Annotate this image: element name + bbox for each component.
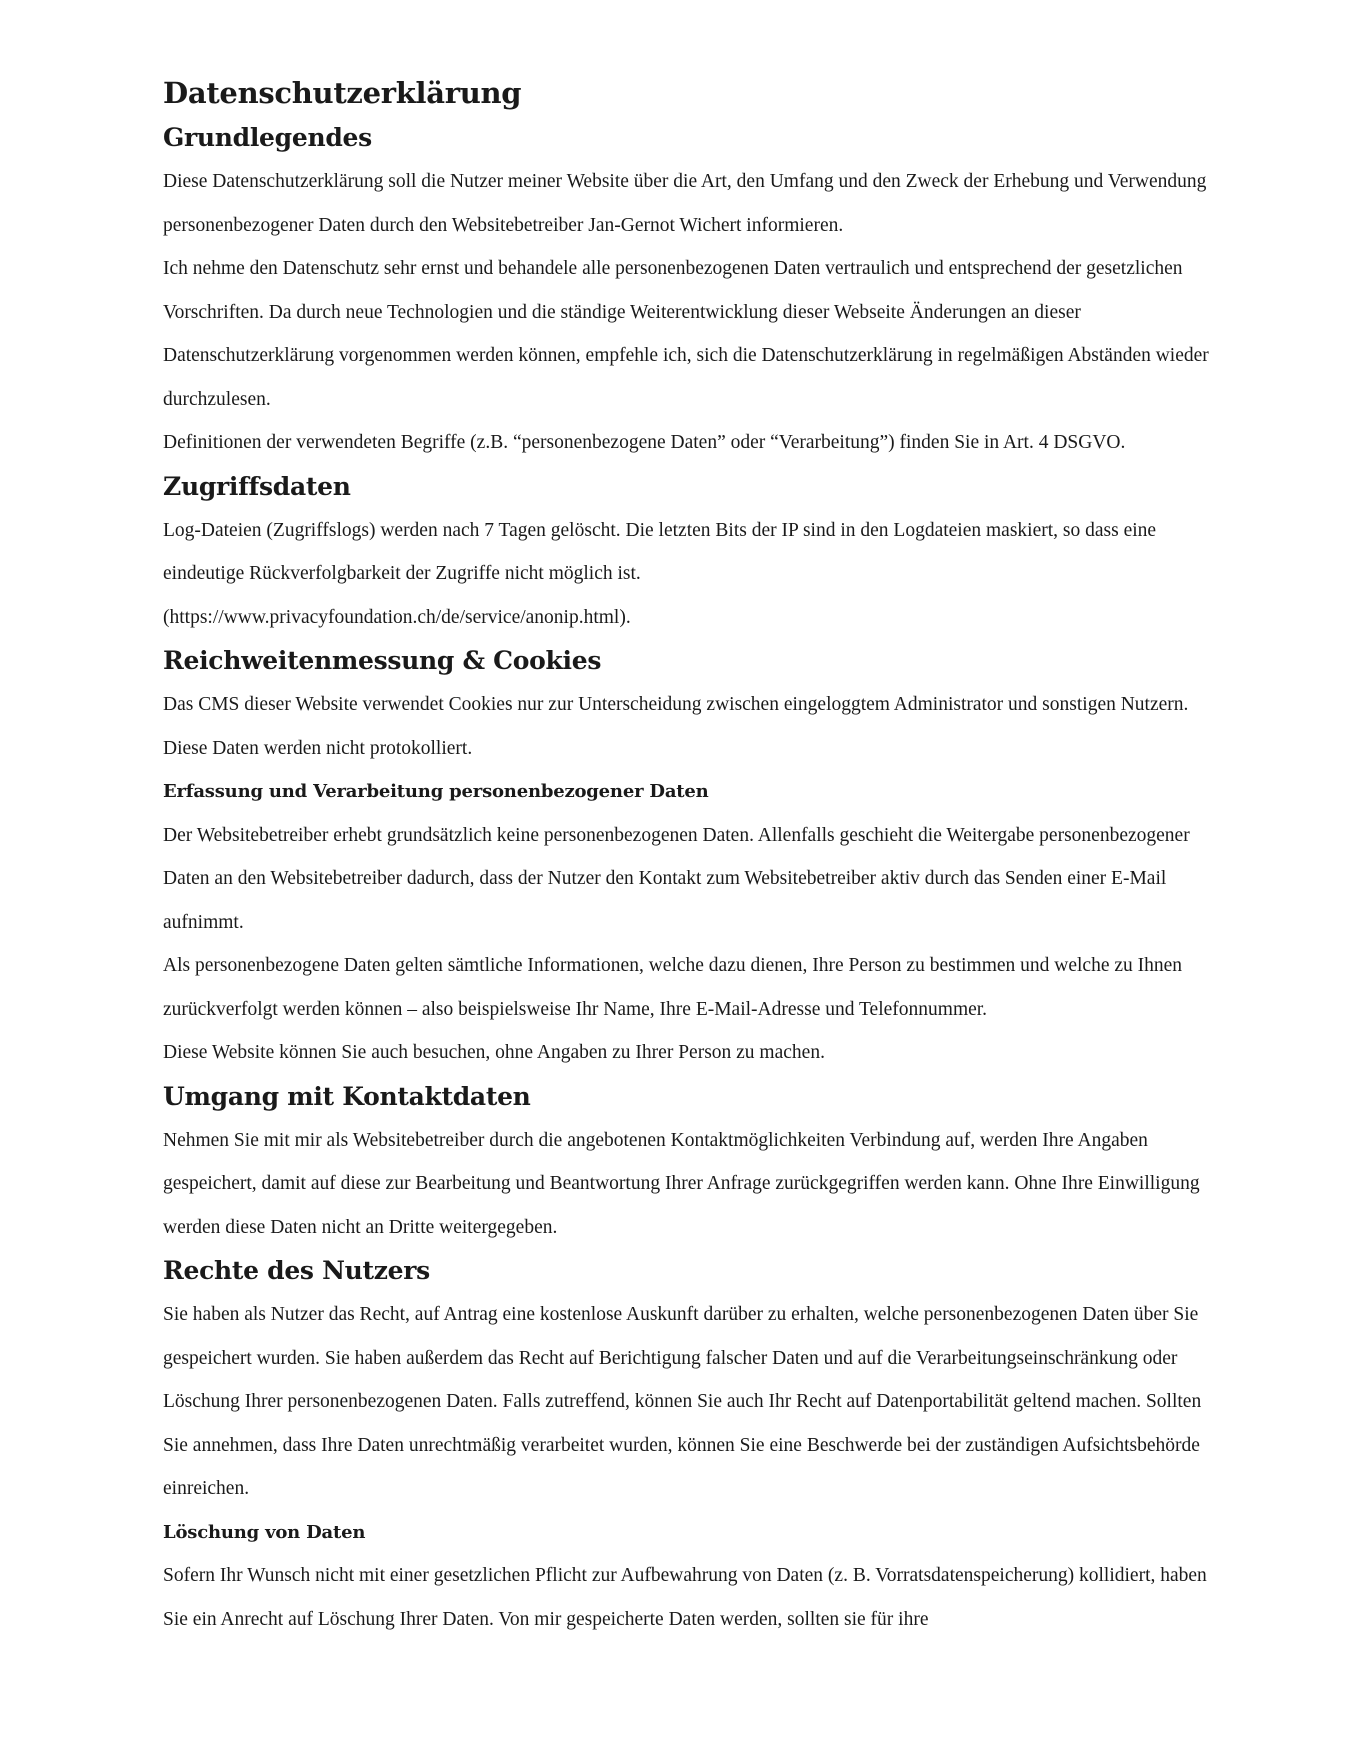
paragraph: Ich nehme den Datenschutz sehr ernst und behandele alle personenbezogenen Daten vertraulich und entsprechend der gesetzlichen Vorschriften. Da durch neue Technologien und die ständige Weiterentwicklung dieser Webseite Änderungen an dieser Datenschutzerklärung vorgenommen werden können, empfehle ich, sich die Datenschutzerklärung in regelmäßigen Abständen wieder durchzulesen. bbox=[163, 258, 1209, 410]
section-heading-zugriffsdaten: Zugriffsdaten bbox=[163, 471, 351, 501]
paragraph: Der Websitebetreiber erhebt grundsätzlich keine personenbezogenen Daten. Allenfalls geschieht die Weitergabe personenbezogener Daten an den Websitebetreiber dadurch, dass der Nutzer den Kontakt zum Websitebetreiber aktiv durch das Senden einer E-Mail aufnimmt. bbox=[163, 824, 1190, 933]
subheading-loeschung: Löschung von Daten bbox=[163, 1521, 366, 1543]
paragraph: (https://www.privacyfoundation.ch/de/service/anonip.html). bbox=[163, 606, 631, 628]
section-heading-kontaktdaten: Umgang mit Kontaktdaten bbox=[163, 1081, 531, 1111]
paragraph: Nehmen Sie mit mir als Websitebetreiber durch die angebotenen Kontaktmöglichkeiten Verbindung auf, werden Ihre Angaben gespeichert, damit auf diese zur Bearbeitung und Beantwortung Ihrer Anfrage zurückgegriffen werden kann. Ohne Ihre Einwilligung werden diese Daten nicht an Dritte weitergegeben. bbox=[163, 1129, 1200, 1238]
paragraph: Sie haben als Nutzer das Recht, auf Antrag eine kostenlose Auskunft darüber zu erhalten, welche personenbezogenen Daten über Sie gespeichert wurden. Sie haben außerdem das Recht auf Berichtigung falscher Daten und auf die Verarbeitungseinschränkung oder Löschung Ihrer personenbezogenen Daten. Falls zutreffend, können Sie auch Ihr Recht auf Datenportabilität geltend machen. Sollten Sie annehmen, dass Ihre Daten unrechtmäßig verarbeitet wurden, können Sie eine Beschwerde bei der zuständigen Aufsichtsbehörde einreichen. bbox=[163, 1304, 1202, 1499]
paragraph: Definitionen der verwendeten Begriffe (z.B. “personenbezogene Daten” oder “Verarbeitung”) finden Sie in Art. 4 DSGVO. bbox=[163, 432, 1126, 453]
section-heading-reichweite: Reichweitenmessung & Cookies bbox=[163, 646, 602, 675]
paragraph: Log-Dateien (Zugriffslogs) werden nach 7 Tagen gelöscht. Die letzten Bits der IP sind in den Logdateien maskiert, so dass eine eindeutige Rückverfolgbarkeit der Zugriffe nicht möglich ist. bbox=[163, 519, 1157, 584]
privacy-policy-document bbox=[163, 70, 1223, 1641]
paragraph: Sofern Ihr Wunsch nicht mit einer gesetzlichen Pflicht zur Aufbewahrung von Daten (z. B. Vorratsdatenspeicherung) kollidiert, haben Sie ein Anrecht auf Löschung Ihrer Daten. Von mir gespeicherte Daten werden, sollten sie für ihre bbox=[163, 1565, 1207, 1630]
section-heading-rechte: Rechte des Nutzers bbox=[163, 1256, 430, 1285]
paragraph: Als personenbezogene Daten gelten sämtliche Informationen, welche dazu dienen, Ihre Person zu bestimmen und welche zu Ihnen zurückverfolgt werden können – also beispielsweise Ihr Name, Ihre E-Mail-Adresse und Telefonnummer. bbox=[163, 955, 1183, 1020]
page-title: Datenschutzerklärung bbox=[163, 76, 522, 110]
section-heading-grundlegendes: Grundlegendes bbox=[163, 123, 372, 152]
paragraph: Das CMS dieser Website verwendet Cookies nur zur Unterscheidung zwischen eingeloggtem Administrator und sonstigen Nutzern. Diese Daten werden nicht protokolliert. bbox=[163, 694, 1189, 759]
subheading-erfassung: Erfassung und Verarbeitung personenbezogener Daten bbox=[163, 781, 709, 802]
paragraph: Diese Website können Sie auch besuchen, ohne Angaben zu Ihrer Person zu machen. bbox=[163, 1042, 825, 1063]
paragraph: Diese Datenschutzerklärung soll die Nutzer meiner Website über die Art, den Umfang und den Zweck der Erhebung und Verwendung personenbezogener Daten durch den Websitebetreiber Jan-Gernot Wichert informieren. bbox=[163, 171, 1207, 236]
